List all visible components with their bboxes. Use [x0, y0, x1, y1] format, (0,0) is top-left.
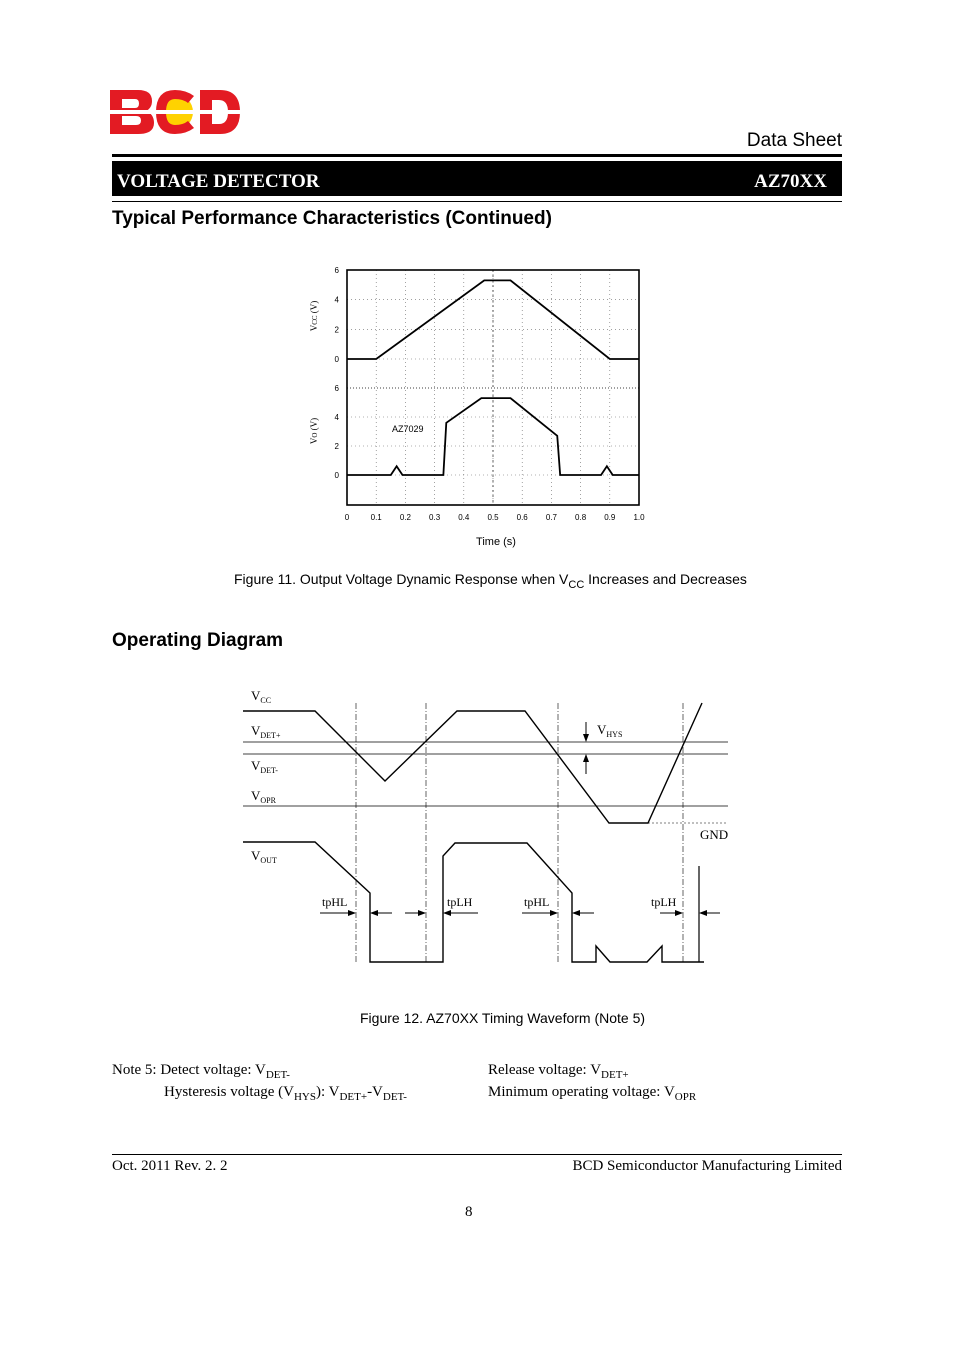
note5-release-voltage: Release voltage: $V_{DET+}$: [488, 1062, 629, 1081]
label-tplh-1: tpLH: [447, 895, 473, 909]
banner-rule: [112, 201, 842, 202]
logo-stripe: [110, 110, 242, 114]
y-tick-label: 0: [334, 471, 339, 480]
x-tick-label: 0.1: [370, 513, 382, 522]
label-gnd: GND: [700, 827, 729, 842]
footer-date-rev: Oct. 2011 Rev. 2. 2: [112, 1158, 228, 1174]
x-tick-label: 0.2: [399, 513, 411, 522]
x-tick-label: 0.6: [516, 513, 528, 522]
y-tick-label: 2: [334, 325, 339, 335]
label-vout: $V_{OUT}$: [251, 848, 277, 865]
figure-11-chart: [300, 260, 660, 556]
note5-min-operating-voltage: Minimum operating voltage: $V_{OPR}$: [488, 1084, 697, 1103]
label-tplh-2: tpLH: [651, 895, 677, 909]
x-tick-label: 0: [344, 513, 350, 522]
x-tick-label: 0.7: [545, 513, 557, 522]
figure-12-caption: Figure 12. AZ70XX Timing Waveform (Note 5): [360, 1010, 646, 1026]
x-tick-label: 0.3: [429, 513, 441, 522]
series-annotation: AZ7029: [392, 424, 424, 434]
section-title-operating-diagram: Operating Diagram: [112, 630, 284, 651]
x-tick-label: 0.5: [487, 513, 499, 522]
y-tick-label: 0: [334, 355, 339, 364]
product-category: VOLTAGE DETECTOR: [117, 171, 320, 192]
x-tick-label: 1.0: [633, 513, 645, 522]
note5-detect-voltage: Note 5: Detect voltage: $V_{DET-}$: [112, 1062, 290, 1081]
label-vcc: $V_{CC}$: [251, 688, 272, 705]
y-tick-label: 4: [334, 295, 339, 305]
top-y-axis-label: VCC (V): [309, 300, 319, 332]
footer-company: BCD Semiconductor Manufacturing Limited: [572, 1158, 842, 1174]
section-title-tpc: Typical Performance Characteristics (Continued): [112, 208, 552, 229]
part-number: AZ70XX: [754, 171, 827, 192]
y-tick-label: 2: [334, 442, 339, 451]
y-tick-label: 6: [334, 266, 339, 275]
header-rule: [112, 154, 842, 157]
vcc-waveform: [243, 703, 702, 823]
chart-ticks: [335, 266, 646, 522]
chart-grid: [347, 270, 639, 505]
series-vcc: [347, 280, 639, 359]
label-vdet-minus: $V_{DET-}$: [251, 758, 278, 775]
doc-type: Data Sheet: [746, 130, 842, 151]
y-tick-label: 6: [334, 384, 339, 393]
x-tick-label: 0.8: [575, 513, 587, 522]
label-tphl-2: tpHL: [524, 895, 550, 909]
bcd-logo: [108, 88, 242, 136]
y-tick-label: 4: [334, 413, 339, 422]
label-vdet-plus: $V_{DET+}$: [251, 723, 281, 740]
diagram-labels: [251, 688, 728, 909]
note5-hysteresis-voltage: Hysteresis voltage $(V_{HYS})$: $V_{DET+}-V_{DET-}$: [164, 1084, 407, 1103]
figure-11-caption: Figure 11. Output Voltage Dynamic Response when $V_{CC}$ Increases and Decreases: [234, 571, 747, 591]
x-tick-label: 0.4: [458, 513, 470, 522]
label-vhys: $V_{HYS}$: [597, 722, 623, 739]
label-vopr: $V_{OPR}$: [251, 788, 276, 805]
footer-rule: [112, 1154, 842, 1155]
bottom-y-axis-label: VO (V): [309, 417, 319, 445]
x-axis-label: Time (s): [476, 536, 516, 548]
title-banner: [112, 161, 842, 196]
page-number: 8: [465, 1204, 473, 1220]
vout-waveform: [243, 842, 704, 962]
x-tick-label: 0.9: [604, 513, 616, 522]
figure-12-timing-diagram: [238, 685, 738, 970]
label-tphl-1: tpHL: [322, 895, 348, 909]
